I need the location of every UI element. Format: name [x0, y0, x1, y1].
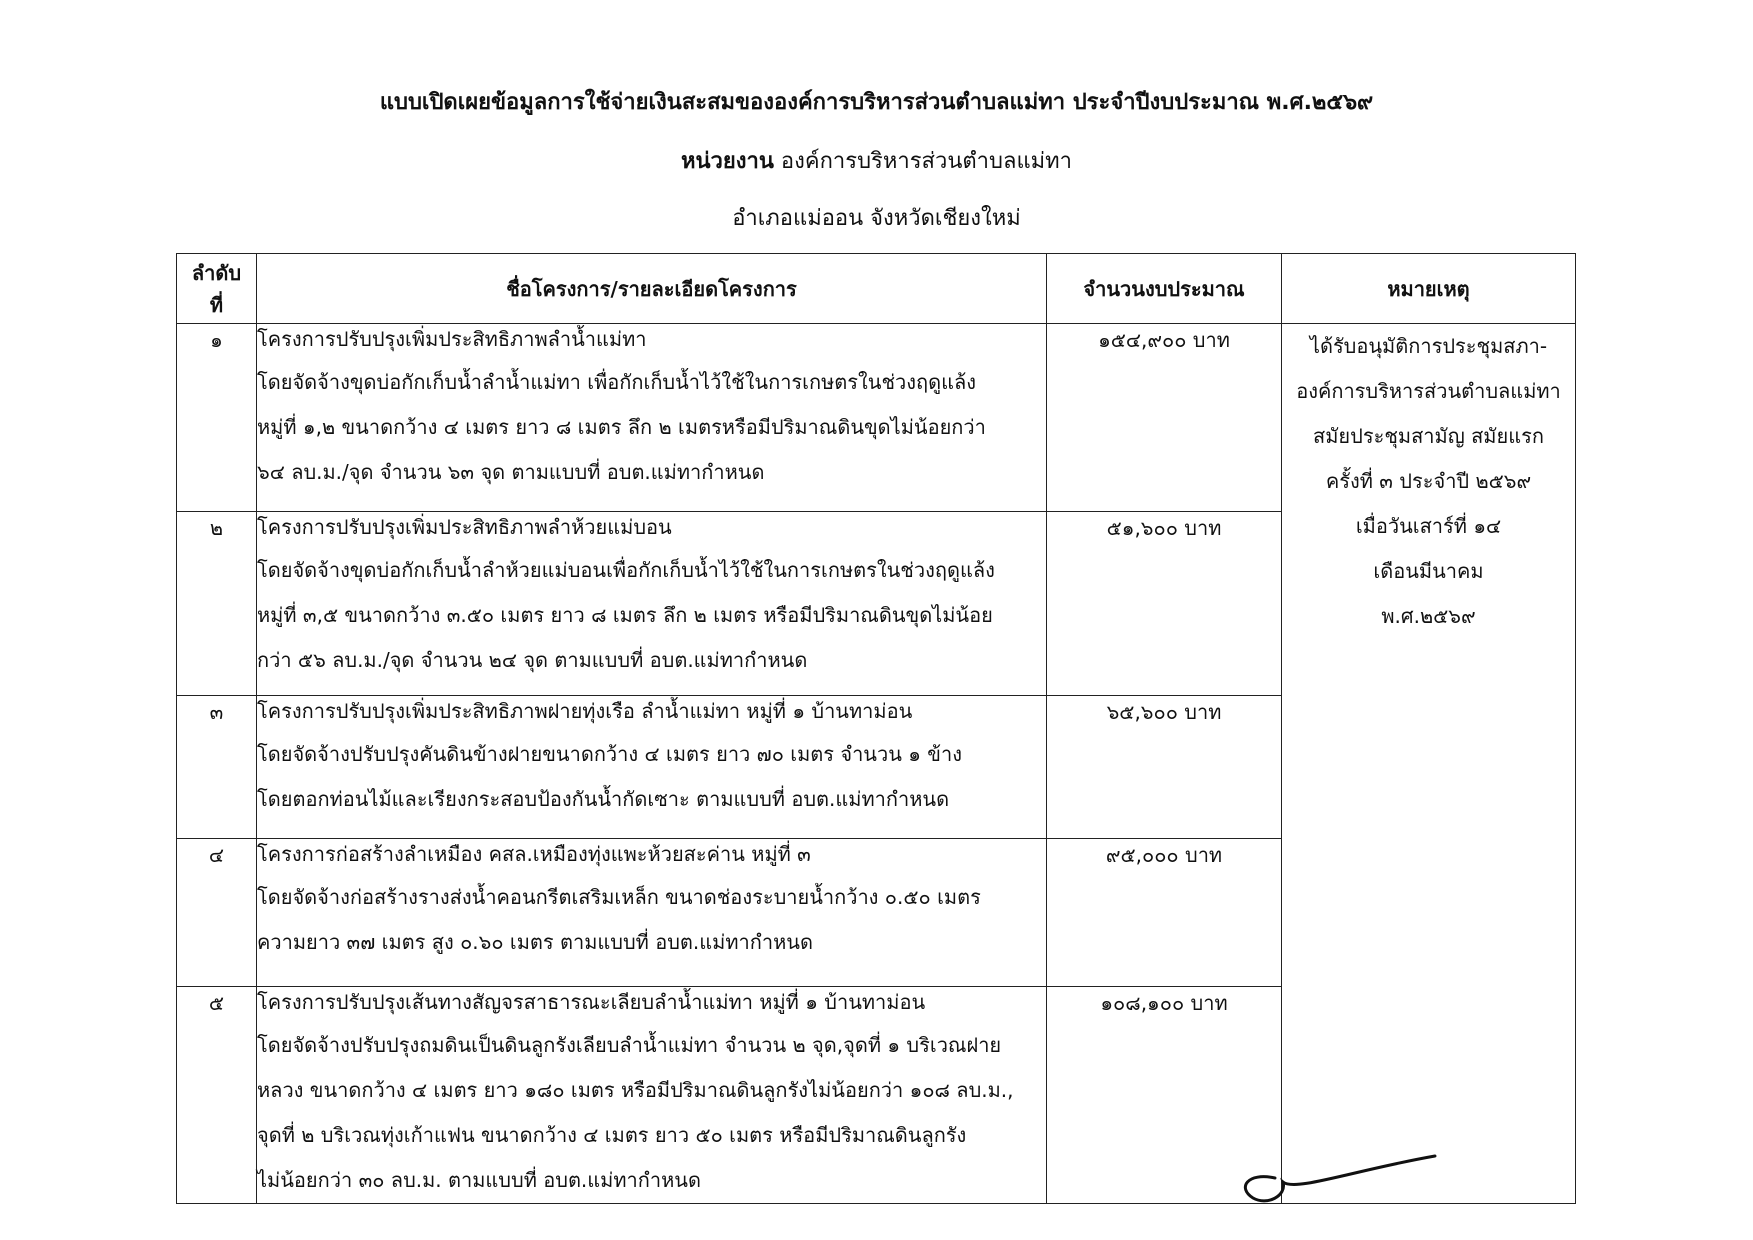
project-title: โครงการปรับปรุงเพิ่มประสิทธิภาพลำห้วยแม่บอน: [257, 515, 672, 539]
row-budget: ๙๕,๐๐๐ บาท: [1047, 839, 1282, 987]
row-no: ๕: [177, 987, 257, 1204]
document-title: แบบเปิดเผยข้อมูลการใช้จ่ายเงินสะสมขององค์การบริหารส่วนตำบลแม่ทา ประจำปีงบประมาณ พ.ศ.๒๕๖๙: [379, 90, 1374, 115]
agency-name: องค์การบริหารส่วนตำบลแม่ทา: [780, 149, 1072, 174]
header-no-line2: ที่: [209, 292, 224, 317]
row-no: ๔: [177, 839, 257, 987]
row-no: ๒: [177, 512, 257, 696]
signature-mark: [1235, 1148, 1445, 1208]
project-detail-line: หมู่ที่ ๓,๕ ขนาดกว้าง ๓.๕๐ เมตร ยาว ๘ เมตร ลึก ๒ เมตร หรือมีปริมาณดินขุดไม่น้อย: [257, 603, 993, 627]
remark-line: ได้รับอนุมัติการประชุมสภา-: [1309, 334, 1548, 358]
project-title: โครงการปรับปรุงเส้นทางสัญจรสาธารณะเลียบลำน้ำแม่ทา หมู่ที่ ๑ บ้านทาม่อน: [257, 990, 926, 1014]
header-no: [177, 254, 257, 324]
budget-disclosure-table: [176, 253, 1576, 1204]
agency-line: [0, 147, 1753, 177]
remark-line: องค์การบริหารส่วนตำบลแม่ทา: [1296, 379, 1561, 403]
project-detail-line: ๖๔ ลบ.ม./จุด จำนวน ๖๓ จุด ตามแบบที่ อบต.แม่ทากำหนด: [257, 460, 765, 484]
location-line: อำเภอแม่ออน จังหวัดเชียงใหม่: [732, 206, 1021, 231]
row-detail: [257, 324, 1047, 512]
row-no: ๓: [177, 696, 257, 839]
project-title: โครงการปรับปรุงเพิ่มประสิทธิภาพลำน้ำแม่ทา: [257, 327, 647, 351]
project-detail-line: กว่า ๕๖ ลบ.ม./จุด จำนวน ๒๔ จุด ตามแบบที่ อบต.แม่ทากำหนด: [257, 648, 808, 672]
row-budget: ๑๕๔,๙๐๐ บาท: [1047, 324, 1282, 512]
header-budget: จำนวนงบประมาณ: [1047, 254, 1282, 324]
row-budget: ๖๕,๖๐๐ บาท: [1047, 696, 1282, 839]
project-detail-line: โดยตอกท่อนไม้และเรียงกระสอบป้องกันน้ำกัดเซาะ ตามแบบที่ อบต.แม่ทากำหนด: [257, 787, 950, 811]
project-detail-line: ไม่น้อยกว่า ๓๐ ลบ.ม. ตามแบบที่ อบต.แม่ทากำหนด: [257, 1168, 701, 1192]
header-name: ชื่อโครงการ/รายละเอียดโครงการ: [257, 254, 1047, 324]
row-budget: ๕๑,๖๐๐ บาท: [1047, 512, 1282, 696]
remark-line: สมัยประชุมสามัญ สมัยแรก: [1313, 424, 1544, 448]
header-no-line1: ลำดับ: [191, 260, 242, 285]
project-detail-line: โดยจัดจ้างขุดบ่อกักเก็บน้ำลำห้วยแม่บอนเพื่อกักเก็บน้ำไว้ใช้ในการเกษตรในช่วงฤดูแล้ง: [257, 558, 995, 582]
project-detail-line: หมู่ที่ ๑,๒ ขนาดกว้าง ๔ เมตร ยาว ๘ เมตร ลึก ๒ เมตรหรือมีปริมาณดินขุดไม่น้อยกว่า: [257, 415, 986, 439]
project-detail-line: ความยาว ๓๗ เมตร สูง ๐.๖๐ เมตร ตามแบบที่ อบต.แม่ทากำหนด: [257, 930, 813, 954]
remark-line: เมื่อวันเสาร์ที่ ๑๔: [1355, 514, 1502, 538]
remark-cell: [1282, 324, 1576, 1204]
project-detail-line: โดยจัดจ้างปรับปรุงคันดินข้างฝายขนาดกว้าง ๔ เมตร ยาว ๗๐ เมตร จำนวน ๑ ข้าง: [257, 742, 962, 766]
project-title: โครงการก่อสร้างลำเหมือง คสล.เหมืองทุ่งแพะห้วยสะค่าน หมู่ที่ ๓: [257, 842, 811, 866]
project-detail-line: จุดที่ ๒ บริเวณทุ่งเก้าแฟน ขนาดกว้าง ๔ เมตร ยาว ๕๐ เมตร หรือมีปริมาณดินลูกรัง: [257, 1123, 967, 1147]
row-detail: [257, 512, 1047, 696]
agency-label: หน่วยงาน: [681, 149, 774, 174]
row-detail: [257, 696, 1047, 839]
project-detail-line: โดยจัดจ้างขุดบ่อกักเก็บน้ำลำน้ำแม่ทา เพื่อกักเก็บน้ำไว้ใช้ในการเกษตรในช่วงฤดูแล้ง: [257, 370, 977, 394]
table-row: [177, 324, 1576, 512]
row-detail: [257, 839, 1047, 987]
row-no: ๑: [177, 324, 257, 512]
project-detail-line: หลวง ขนาดกว้าง ๔ เมตร ยาว ๑๘๐ เมตร หรือมีปริมาณดินลูกรังไม่น้อยกว่า ๑๐๘ ลบ.ม.,: [257, 1078, 1014, 1102]
remark-line: เดือนมีนาคม: [1373, 559, 1484, 583]
header-remark: หมายเหตุ: [1282, 254, 1576, 324]
row-budget: ๑๐๘,๑๐๐ บาท: [1047, 987, 1282, 1204]
remark-line: พ.ศ.๒๕๖๙: [1381, 604, 1476, 628]
row-detail: [257, 987, 1047, 1204]
project-detail-line: โดยจัดจ้างปรับปรุงถมดินเป็นดินลูกรังเลียบลำน้ำแม่ทา จำนวน ๒ จุด,จุดที่ ๑ บริเวณฝาย: [257, 1033, 1002, 1057]
remark-line: ครั้งที่ ๓ ประจำปี ๒๕๖๙: [1325, 469, 1532, 493]
project-title: โครงการปรับปรุงเพิ่มประสิทธิภาพฝายทุ่งเรือ ลำน้ำแม่ทา หมู่ที่ ๑ บ้านทาม่อน: [257, 699, 913, 723]
project-detail-line: โดยจัดจ้างก่อสร้างรางส่งน้ำคอนกรีตเสริมเหล็ก ขนาดช่องระบายน้ำกว้าง ๐.๕๐ เมตร: [257, 885, 981, 909]
